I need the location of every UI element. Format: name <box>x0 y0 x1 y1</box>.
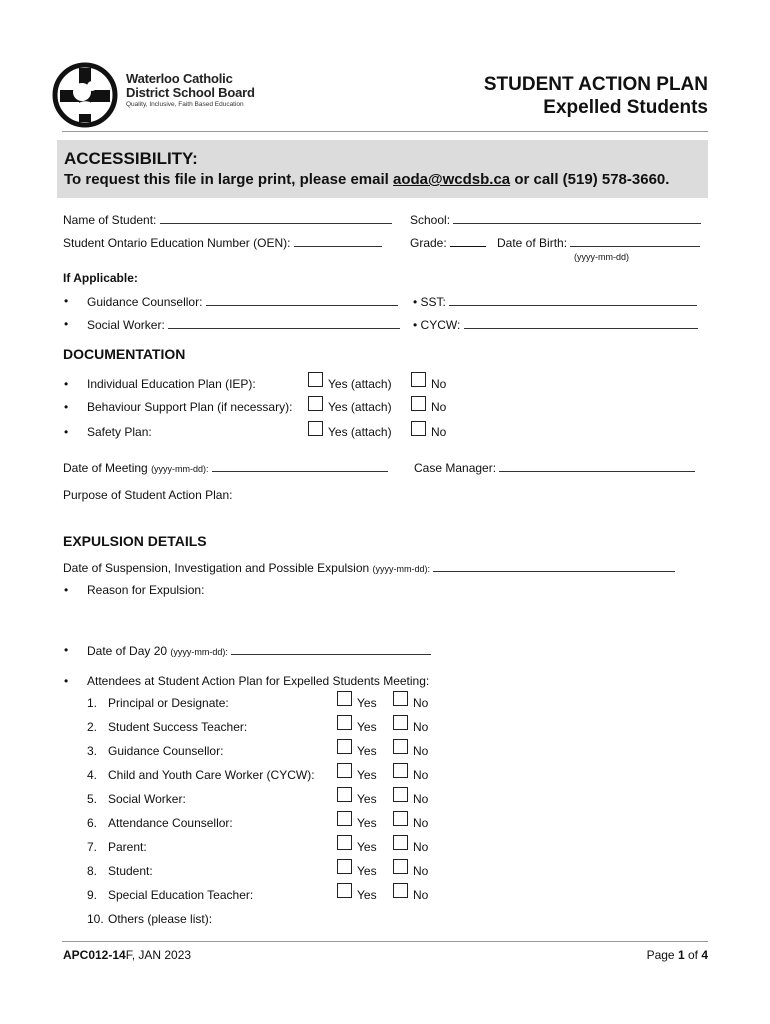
attendee-no-checkbox[interactable] <box>393 691 408 706</box>
attendee-yes-label: Yes <box>357 768 377 782</box>
attendee-no-checkbox[interactable] <box>393 763 408 778</box>
accessibility-text: To request this file in large print, please email aoda@wcdsb.ca or call (519) 578-3660. <box>64 171 670 188</box>
header-divider <box>62 131 708 132</box>
attendee-label: Social Worker: <box>108 792 186 806</box>
attendee-yes-checkbox[interactable] <box>337 859 352 874</box>
safety-yes-checkbox[interactable] <box>308 421 323 436</box>
attendee-num: 7. <box>87 840 98 854</box>
attendee-yes-checkbox[interactable] <box>337 883 352 898</box>
if-applicable-heading: If Applicable: <box>63 271 138 285</box>
bsp-yes-label: Yes (attach) <box>328 400 392 414</box>
attendee-no-label: No <box>413 768 429 782</box>
attendee-num: 6. <box>87 816 98 830</box>
dob-format-hint: (yyyy-mm-dd) <box>574 252 629 262</box>
guidance-counsellor-field[interactable]: Guidance Counsellor: <box>87 294 398 309</box>
attendee-yes-label: Yes <box>357 744 377 758</box>
day20-field[interactable]: Date of Day 20 (yyyy-mm-dd): <box>87 643 431 659</box>
logo <box>52 62 272 126</box>
attendee-label: Guidance Counsellor: <box>108 744 224 758</box>
iep-yes-label: Yes (attach) <box>328 377 392 391</box>
logo-line2: District School Board <box>126 85 255 100</box>
safety-plan-label: Safety Plan: <box>87 425 152 439</box>
form-code: APC012-14F, JAN 2023 <box>63 948 192 962</box>
cycw-field[interactable]: • CYCW: <box>413 317 698 332</box>
attendee-no-checkbox[interactable] <box>393 811 408 826</box>
attendee-yes-checkbox[interactable] <box>337 739 352 754</box>
attendee-no-checkbox[interactable] <box>393 859 408 874</box>
sst-field[interactable]: • SST: <box>413 294 697 309</box>
attendee-num: 8. <box>87 864 98 878</box>
others-label: Others (please list): <box>108 912 213 926</box>
attendee-no-checkbox[interactable] <box>393 739 408 754</box>
attendee-num: 5. <box>87 792 98 806</box>
page-title: STUDENT ACTION PLAN <box>483 74 708 95</box>
attendee-yes-label: Yes <box>357 720 377 734</box>
footer-divider <box>62 941 708 942</box>
attendee-num: 4. <box>87 768 98 782</box>
documentation-heading: DOCUMENTATION <box>63 346 186 362</box>
accessibility-banner <box>57 140 708 198</box>
attendee-num: 2. <box>87 720 98 734</box>
attendee-yes-label: Yes <box>357 792 377 806</box>
logo-tagline: Quality, Inclusive, Faith Based Education <box>126 101 244 108</box>
attendee-no-label: No <box>413 720 429 734</box>
attendee-yes-checkbox[interactable] <box>337 787 352 802</box>
attendee-label: Special Education Teacher: <box>108 888 254 902</box>
attendee-yes-label: Yes <box>357 816 377 830</box>
attendee-no-label: No <box>413 696 429 710</box>
logo-line1: Waterloo Catholic <box>126 71 233 86</box>
attendee-yes-label: Yes <box>357 696 377 710</box>
attendee-num: 3. <box>87 744 98 758</box>
case-manager-field[interactable]: Case Manager: <box>414 460 695 475</box>
attendee-no-checkbox[interactable] <box>393 883 408 898</box>
social-worker-field[interactable]: Social Worker: <box>87 317 400 332</box>
attendee-num: 9. <box>87 888 98 902</box>
board-logo-icon <box>52 62 118 128</box>
attendee-no-label: No <box>413 888 429 902</box>
others-num: 10. <box>87 912 104 926</box>
attendee-no-checkbox[interactable] <box>393 715 408 730</box>
reason-label: Reason for Expulsion: <box>87 583 205 597</box>
bsp-yes-checkbox[interactable] <box>308 396 323 411</box>
attendee-label: Student: <box>108 864 153 878</box>
attendee-yes-checkbox[interactable] <box>337 715 352 730</box>
expulsion-heading: EXPULSION DETAILS <box>63 533 207 549</box>
bullet: • <box>64 317 69 331</box>
attendees-label: Attendees at Student Action Plan for Expelled Students Meeting: <box>87 674 430 688</box>
attendee-label: Student Success Teacher: <box>108 720 248 734</box>
attendee-no-label: No <box>413 792 429 806</box>
attendee-no-label: No <box>413 840 429 854</box>
school-field[interactable]: School: <box>410 212 701 227</box>
attendee-no-checkbox[interactable] <box>393 835 408 850</box>
iep-no-checkbox[interactable] <box>411 372 426 387</box>
attendee-yes-checkbox[interactable] <box>337 691 352 706</box>
attendee-no-checkbox[interactable] <box>393 787 408 802</box>
bullet: • <box>64 643 69 657</box>
safety-no-checkbox[interactable] <box>411 421 426 436</box>
iep-label: Individual Education Plan (IEP): <box>87 377 256 391</box>
attendee-no-label: No <box>413 744 429 758</box>
iep-yes-checkbox[interactable] <box>308 372 323 387</box>
grade-field[interactable]: Grade: <box>410 235 486 250</box>
attendee-yes-checkbox[interactable] <box>337 835 352 850</box>
attendee-label: Attendance Counsellor: <box>108 816 233 830</box>
bullet: • <box>64 425 69 439</box>
attendee-yes-label: Yes <box>357 864 377 878</box>
bullet: • <box>64 583 69 597</box>
attendee-yes-checkbox[interactable] <box>337 811 352 826</box>
attendee-yes-label: Yes <box>357 840 377 854</box>
attendee-yes-label: Yes <box>357 888 377 902</box>
attendee-yes-checkbox[interactable] <box>337 763 352 778</box>
suspension-date-field[interactable]: Date of Suspension, Investigation and Possible Expulsion (yyyy-mm-dd): <box>63 560 675 576</box>
iep-no-label: No <box>431 377 447 391</box>
bullet: • <box>64 377 69 391</box>
bullet: • <box>64 400 69 414</box>
dob-field[interactable]: Date of Birth: <box>497 235 700 250</box>
meeting-date-field[interactable]: Date of Meeting (yyyy-mm-dd): <box>63 460 388 476</box>
safety-yes-label: Yes (attach) <box>328 425 392 439</box>
page-subtitle: Expelled Students <box>543 97 708 118</box>
bullet: • <box>64 674 69 688</box>
student-name-field[interactable]: Name of Student: <box>63 212 392 227</box>
attendee-label: Parent: <box>108 840 147 854</box>
oen-field[interactable]: Student Ontario Education Number (OEN): <box>63 235 382 250</box>
bsp-no-checkbox[interactable] <box>411 396 426 411</box>
attendee-num: 1. <box>87 696 98 710</box>
accessibility-heading: ACCESSIBILITY: <box>64 149 198 168</box>
attendee-label: Child and Youth Care Worker (CYCW): <box>108 768 315 782</box>
email-link[interactable]: aoda@wcdsb.ca <box>392 171 511 188</box>
attendee-no-label: No <box>413 816 429 830</box>
safety-no-label: No <box>431 425 447 439</box>
purpose-label: Purpose of Student Action Plan: <box>63 488 233 502</box>
bullet: • <box>64 294 69 308</box>
attendee-no-label: No <box>413 864 429 878</box>
attendee-label: Principal or Designate: <box>108 696 229 710</box>
bsp-no-label: No <box>431 400 447 414</box>
page-number: Page 1 of 4 <box>646 948 708 962</box>
bsp-label: Behaviour Support Plan (if necessary): <box>87 400 293 414</box>
